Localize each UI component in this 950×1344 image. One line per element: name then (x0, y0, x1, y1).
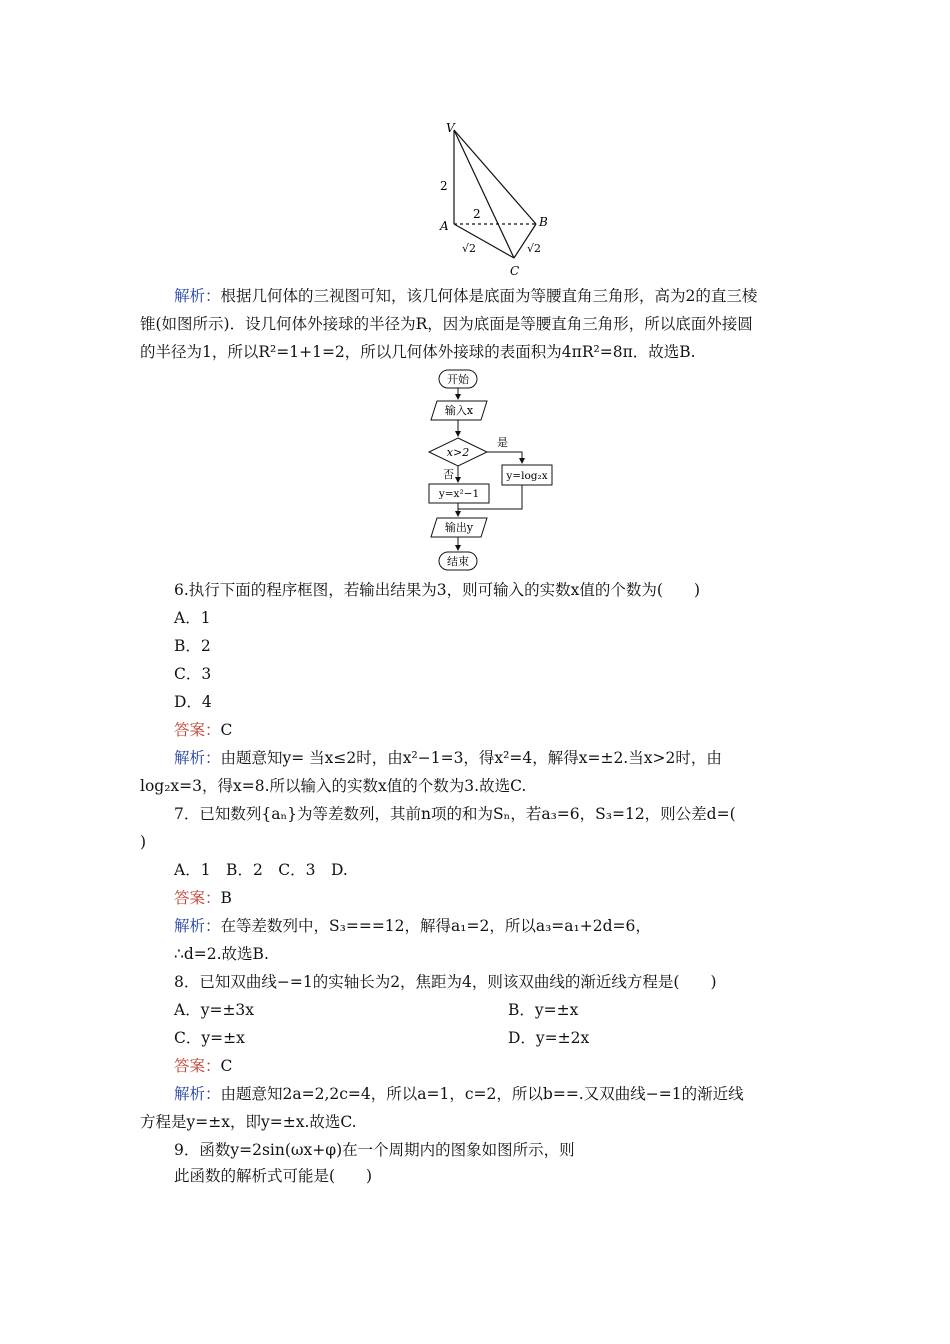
q6-option-c: C．3 (174, 665, 212, 683)
answer-label: 答案： (174, 1057, 221, 1075)
q6-analysis-2: log₂x=3，得x=8.所以输入的实数x值的个数为3.故选C. (140, 777, 527, 795)
flow-cond: x>2 (446, 446, 470, 459)
q6-option-b: B．2 (174, 637, 211, 655)
q7-options: A．1 B．2 C．3 D. (174, 861, 348, 879)
flow-input: 输入x (444, 404, 474, 417)
q8-option-d: D．y=±2x (508, 1029, 590, 1047)
flow-output: 输出y (444, 521, 474, 534)
q7-analysis-1: 解析：在等差数列中，S₃===12，解得a₁=2，所以a₃=a₁+2d=6， (174, 917, 651, 935)
q8-option-a: A．y=±3x (174, 1001, 255, 1019)
q7-stem-2: ) (140, 833, 147, 851)
flow-no: 否 (443, 468, 454, 481)
sol5-line2: 锥(如图所示)．设几何体外接球的半径为R，因为底面是等腰直角三角形，所以底面外接圆 (140, 315, 753, 333)
q7-analysis-2: ∴d=2.故选B. (174, 945, 269, 963)
flow-end: 结束 (447, 555, 469, 568)
flow-yes: 是 (497, 436, 508, 449)
q6-stem: 6.执行下面的程序框图，若输出结果为3，则可输入的实数x值的个数为( ) (174, 581, 700, 599)
q8-answer: 答案：C (174, 1057, 233, 1075)
vertex-c: C (510, 264, 520, 278)
flow-yes-branch: y=log₂x (506, 470, 548, 482)
label-ac: √2 (462, 242, 477, 255)
analysis-label: 解析： (174, 917, 221, 935)
vertex-v: V (446, 121, 455, 135)
q6-option-d: D．4 (174, 693, 212, 711)
analysis-label: 解析： (174, 1085, 221, 1103)
q6-answer: 答案：C (174, 721, 233, 739)
vertex-b: B (539, 215, 548, 229)
flowchart (415, 366, 575, 576)
q6-option-a: A．1 (174, 609, 211, 627)
vertex-a: A (440, 219, 449, 233)
sol5-line3: 的半径为1，所以R²=1+1=2，所以几何体外接球的表面积为4πR²=8π．故选B. (140, 343, 696, 361)
q9-stem-2: 此函数的解析式可能是( ) (174, 1167, 373, 1185)
q8-stem: 8．已知双曲线−=1的实轴长为2，焦距为4，则该双曲线的渐近线方程是( ) (174, 973, 717, 991)
edge-vb (454, 130, 536, 224)
edge-vc (454, 130, 514, 258)
q9-stem-1: 9．函数y=2sin(ωx+φ)在一个周期内的图象如图所示，则 (174, 1141, 575, 1159)
q6-analysis-1: 解析：由题意知y= 当x≤2时，由x²−1=3，得x²=4，解得x=±2.当x>2时，由 (174, 749, 722, 767)
q7-stem-1: 7．已知数列{aₙ}为等差数列，其前n项的和为Sₙ，若a₃=6，S₃=12，则公差d=( (174, 805, 736, 823)
q8-analysis-2: 方程是y=±x，即y=±x.故选C. (140, 1113, 357, 1131)
flow-no-branch: y=x²−1 (438, 488, 480, 500)
answer-label: 答案： (174, 721, 221, 739)
q8-analysis-1: 解析：由题意知2a=2,2c=4，所以a=1，c=2，所以b==.又双曲线−=1的渐近线 (174, 1085, 744, 1103)
label-va: 2 (440, 179, 448, 193)
flow-start: 开始 (447, 373, 469, 386)
q8-option-c: C．y=±x (174, 1029, 245, 1047)
label-bc: √2 (527, 242, 542, 255)
label-ab: 2 (473, 207, 481, 221)
pyramid-figure (430, 118, 560, 280)
q8-option-b: B．y=±x (508, 1001, 579, 1019)
sol5-line1: 解析：根据几何体的三视图可知，该几何体是底面为等腰直角三角形，高为2的直三棱 (174, 287, 758, 305)
answer-label: 答案： (174, 889, 221, 907)
analysis-label: 解析： (174, 287, 221, 305)
q7-answer: 答案：B (174, 889, 232, 907)
analysis-label: 解析： (174, 749, 221, 767)
